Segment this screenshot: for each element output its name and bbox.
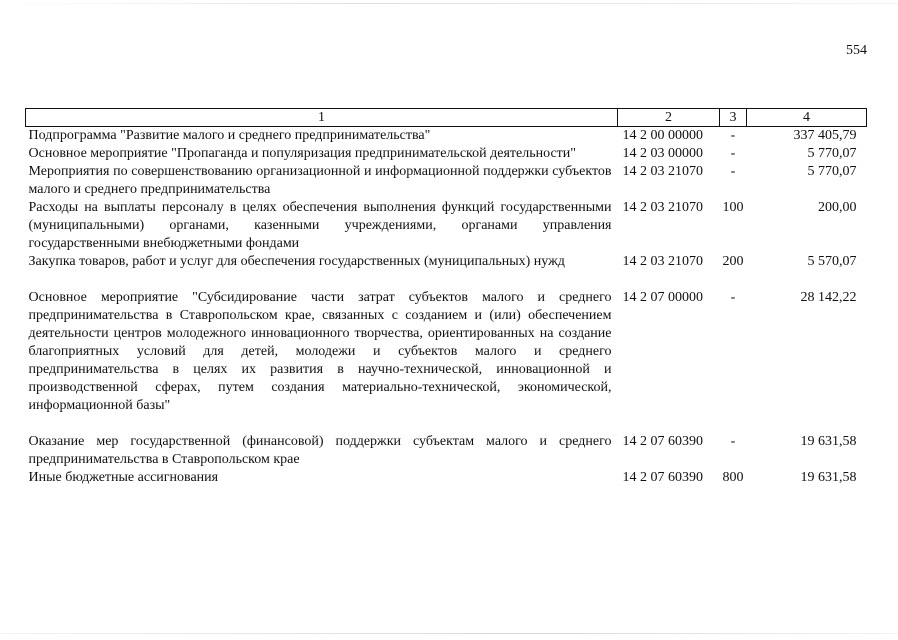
table-row (26, 469, 867, 487)
row-code: 14 2 07 00000 (622, 290, 703, 305)
budget-table (25, 108, 867, 487)
row-type: - (730, 146, 736, 161)
table-row (26, 289, 867, 433)
row-name: Подпрограмма "Развитие малого и среднего предпринимательства" (28, 128, 431, 143)
row-sum: 19 631,58 (800, 434, 857, 449)
header-row (26, 109, 867, 127)
row-code: 14 2 03 21070 (622, 200, 703, 215)
row-name: Основное мероприятие "Субсидирование части затрат субъектов малого и среднего предпринимательства в Ставропольском крае, связанных с созданием и (или) обеспечением деятельности центров молодежного инновационного творчества, ориентированных на создание благоприятных условий для детей, молодежи и субъектов малого и среднего предпринимательства в целях их развития в научно-технической, инновационной и производственной сферах, путем создания материально-технической, экономической, информационной базы" (28, 290, 612, 413)
table-row (26, 163, 867, 199)
table-row (26, 433, 867, 469)
row-name: Закупка товаров, работ и услуг для обеспечения государственных (муниципальных) нужд (28, 254, 565, 269)
table-row (26, 253, 867, 289)
row-type: - (730, 290, 736, 305)
row-code: 14 2 03 21070 (622, 254, 703, 269)
header-col-code: 2 (618, 109, 720, 127)
table-row (26, 199, 867, 253)
row-name: Оказание мер государственной (финансовой) поддержки субъектам малого и среднего предпринимательства в Ставропольском крае (28, 434, 612, 467)
row-type: 800 (722, 470, 744, 485)
row-code: 14 2 03 21070 (622, 164, 703, 179)
page-number: 554 (846, 43, 867, 58)
row-sum: 5 770,07 (807, 146, 857, 161)
row-sum: 19 631,58 (800, 470, 857, 485)
header-col-type: 3 (720, 109, 747, 127)
header-col-sum: 4 (747, 109, 867, 127)
row-type: - (730, 128, 736, 143)
row-sum: 337 405,79 (793, 128, 857, 143)
row-code: 14 2 07 60390 (622, 434, 703, 449)
header-col-name: 1 (26, 109, 618, 127)
table-body (26, 127, 867, 488)
row-code: 14 2 07 60390 (622, 470, 703, 485)
row-name: Основное мероприятие "Пропаганда и популяризация предпринимательской деятельности" (28, 146, 576, 161)
table-row (26, 145, 867, 163)
table-row (26, 127, 867, 146)
row-type: - (730, 434, 736, 449)
row-code: 14 2 00 00000 (622, 128, 703, 143)
row-type: - (730, 164, 736, 179)
row-name: Расходы на выплаты персоналу в целях обеспечения выполнения функций государственными (муниципальными) органами, казенными учреждениями, органами управления государственными внебюджетными фондами (28, 200, 612, 251)
row-sum: 200,00 (818, 200, 857, 215)
scan-edge-bottom (0, 633, 898, 634)
scan-edge-top (0, 3, 898, 4)
row-code: 14 2 03 00000 (622, 146, 703, 161)
row-type: 200 (722, 254, 744, 269)
table-header (26, 109, 867, 127)
row-name: Мероприятия по совершенствованию организационной и информационной поддержки субъектов малого и среднего предпринимательства (28, 164, 612, 197)
row-sum: 5 770,07 (807, 164, 857, 179)
row-type: 100 (722, 200, 744, 215)
row-name: Иные бюджетные ассигнования (28, 470, 219, 485)
row-sum: 5 570,07 (807, 254, 857, 269)
row-sum: 28 142,22 (800, 290, 857, 305)
